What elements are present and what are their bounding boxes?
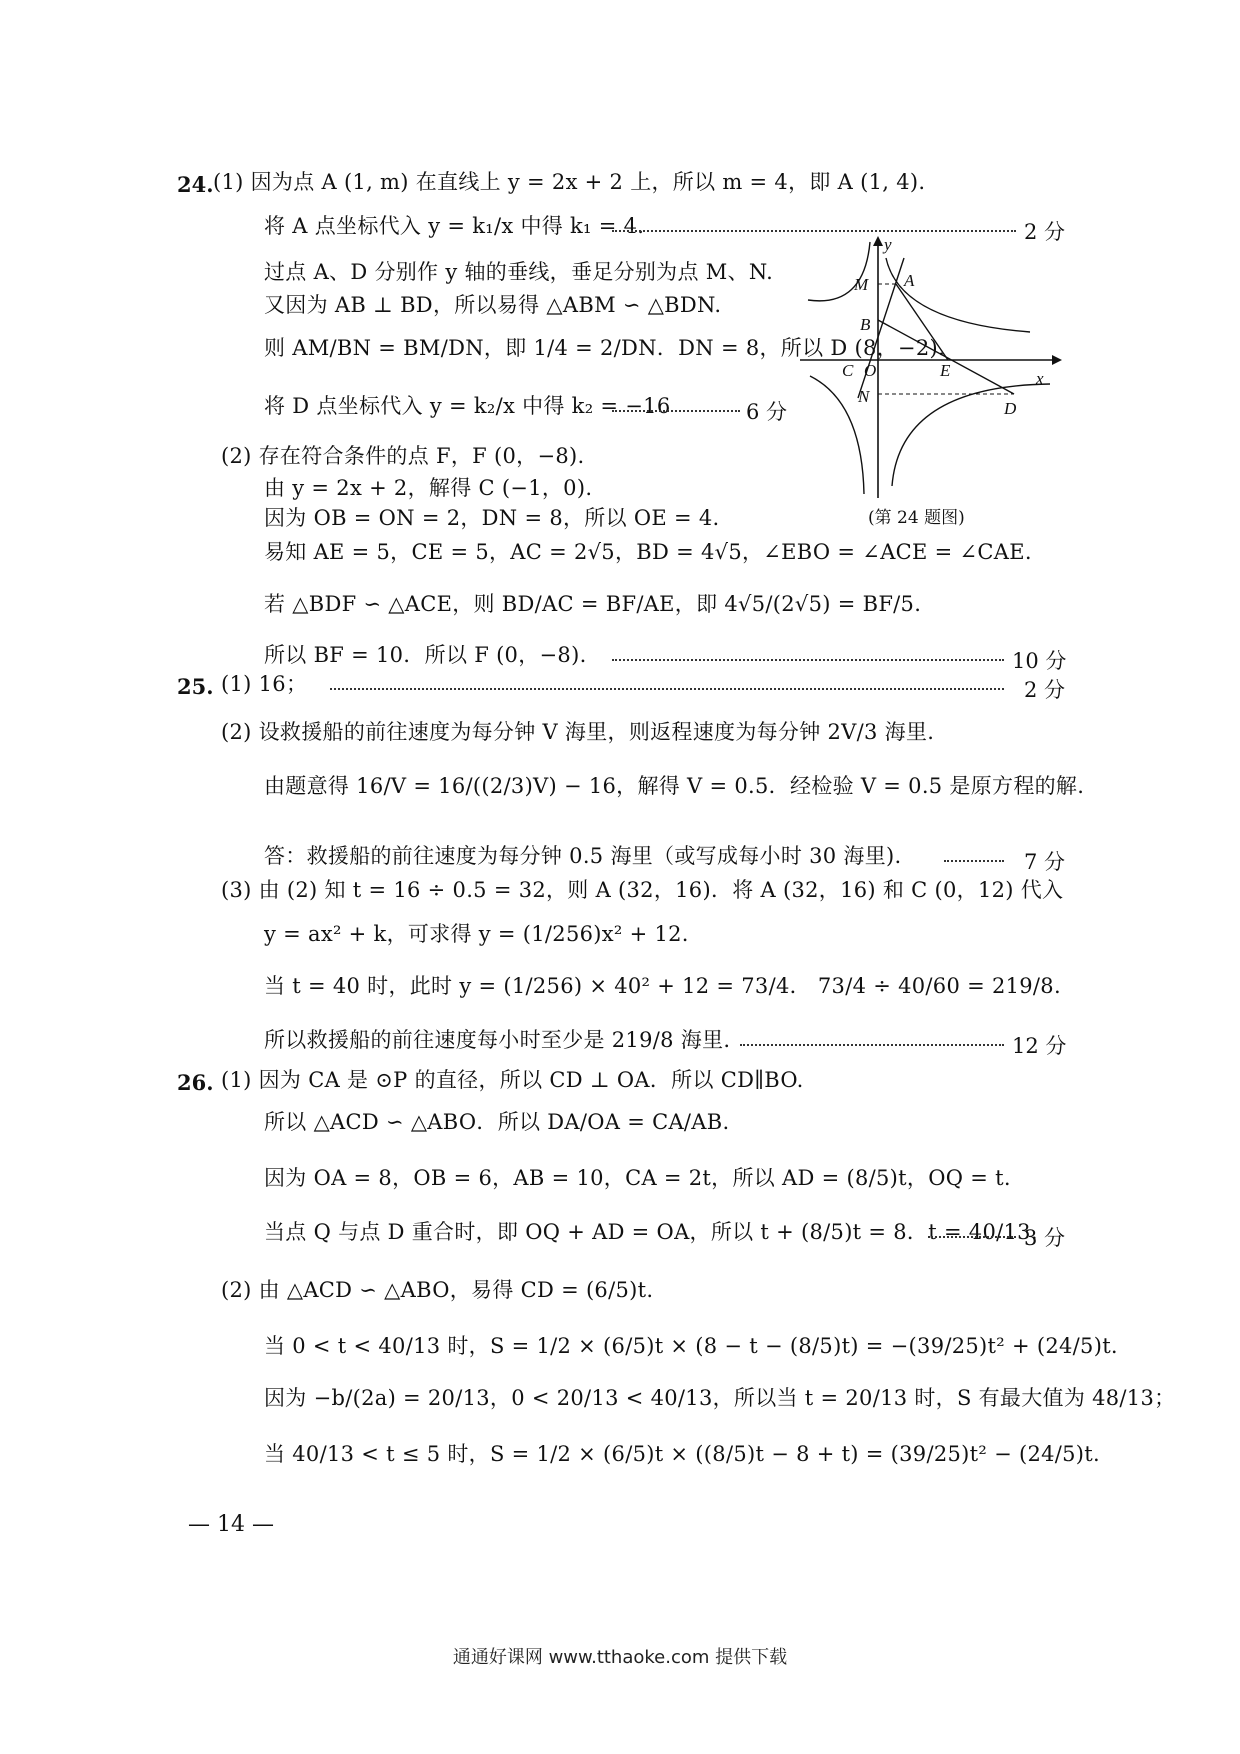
q24-figure-caption: (第 24 题图) [868,508,965,528]
q26-line-7: 因为 −b/(2a) = 20/13，0 < 20/13 < 40/13，所以当 t = 20/13 时，S 有最大值为 48/13； [264,1386,1176,1410]
score-leader [612,230,1016,232]
q24-line-12: 所以 BF = 10．所以 F (0，−8). [264,643,587,667]
hyperbola-k1-q3 [810,376,864,494]
q24-line-7: (2) 存在符合条件的点 F，F (0，−8). [221,444,585,468]
y-axis-arrow [873,236,883,246]
q25-score-3: 12 分 [1012,1034,1067,1058]
q24-line-10: 易知 AE = 5，CE = 5，AC = 2√5，BD = 4√5，∠EBO = ∠ACE = ∠CAE. [264,540,1032,564]
score-leader [944,860,1004,862]
q24-figure [800,236,1070,498]
q25-line-2: (2) 设救援船的前往速度为每分钟 V 海里，则返程速度为每分钟 2V/3 海里. [221,720,935,744]
fig-label-c: C [842,361,854,380]
score-leader [612,659,1004,661]
fig-label-e: E [940,361,951,380]
hyperbola-k1-q1 [886,258,1030,332]
fig-label-n: N [858,387,870,406]
score-leader [330,688,1004,690]
fig-label-a: A [904,271,915,290]
fig-label-d: D [1004,399,1017,418]
q26-score-1: 3 分 [1024,1226,1066,1250]
question-26-number: 26. [177,1070,214,1095]
q24-line-9: 因为 OB = ON = 2，DN = 8，所以 OE = 4. [264,506,720,530]
q24-score-1: 2 分 [1024,220,1066,244]
hyperbola-k2-q4 [892,384,1050,486]
q25-line-4: 答：救援船的前往速度为每分钟 0.5 海里（或写成每小时 30 海里). [264,844,902,868]
q26-line-3: 因为 OA = 8，OB = 6，AB = 10，CA = 2t，所以 AD = (8/5)t，OQ = t. [264,1166,1011,1190]
question-25-number: 25. [177,674,214,699]
q26-line-8: 当 40/13 < t ≤ 5 时，S = 1/2 × (6/5)t × ((8/5)t − 8 + t) = (39/25)t² − (24/5)t. [264,1442,1101,1466]
q25-line-8: 所以救援船的前往速度每小时至少是 219/8 海里. [264,1028,731,1052]
q24-line-6: 将 D 点坐标代入 y = k₂/x 中得 k₂ = −16 [264,394,671,418]
score-leader [928,1236,1016,1238]
page-number: — 14 — [188,1512,274,1537]
q24-score-2: 6 分 [746,400,788,424]
q24-line-11: 若 △BDF ∽ △ACE，则 BD/AC = BF/AE，即 4√5/(2√5) = BF/5. [264,592,922,616]
q25-line-1: (1) 16； [221,672,308,696]
q24-score-3: 10 分 [1012,649,1067,673]
q25-score-2: 7 分 [1024,850,1066,874]
q25-line-7: 当 t = 40 时，此时 y = (1/256) × 40² + 12 = 73/4． 73/4 ÷ 40/60 = 219/8. [264,974,1061,998]
q26-line-5: (2) 由 △ACD ∽ △ABO，易得 CD = (6/5)t. [221,1278,654,1302]
x-axis-arrow [1052,355,1062,365]
q26-line-6: 当 0 < t < 40/13 时，S = 1/2 × (6/5)t × (8 − t − (8/5)t) = −(39/25)t² + (24/5)t. [264,1334,1118,1358]
q24-line-1: (1) 因为点 A (1, m) 在直线上 y = 2x + 2 上，所以 m = 4，即 A (1, 4). [213,170,926,194]
q26-line-4: 当点 Q 与点 D 重合时，即 OQ + AD = OA，所以 t + (8/5)t = 8．t = 40/13. [264,1220,1038,1244]
q24-line-4: 又因为 AB ⊥ BD，所以易得 △ABM ∽ △BDN. [264,293,722,317]
q25-line-3: 由题意得 16/V = 16/((2/3)V) − 16，解得 V = 0.5．经检验 V = 0.5 是原方程的解. [264,774,1085,798]
q26-line-2: 所以 △ACD ∽ △ABO．所以 DA/OA = CA/AB. [264,1110,730,1134]
q25-score-1: 2 分 [1024,678,1066,702]
q24-line-3: 过点 A、D 分别作 y 轴的垂线，垂足分别为点 M、N. [264,260,774,284]
q26-line-1: (1) 因为 CA 是 ⊙P 的直径，所以 CD ⊥ OA．所以 CD∥BO. [221,1068,804,1092]
fig-label-o: O [864,361,877,380]
score-leader [740,1044,1004,1046]
q24-line-2: 将 A 点坐标代入 y = k₁/x 中得 k₁ = 4. [264,214,645,238]
q24-line-5: 则 AM/BN = BM/DN，即 1/4 = 2/DN．DN = 8，所以 D (8，−2). [264,336,945,360]
fig-label-x: x [1036,369,1044,388]
question-24-number: 24. [177,172,214,197]
fig-label-m: M [854,275,869,294]
q24-line-8: 由 y = 2x + 2，解得 C (−1，0). [264,476,593,500]
fig-label-b: B [860,315,871,334]
line-ae [896,284,948,360]
q25-line-6: y = ax² + k，可求得 y = (1/256)x² + 12. [264,922,689,946]
footer-source: 通通好课网 www.tthaoke.com 提供下载 [452,1647,788,1668]
q25-line-5: (3) 由 (2) 知 t = 16 ÷ 0.5 = 32，则 A (32，16)．将 A (32，16) 和 C (0，12) 代入 [221,878,1064,902]
score-leader [612,410,740,412]
fig-label-y: y [884,236,892,254]
